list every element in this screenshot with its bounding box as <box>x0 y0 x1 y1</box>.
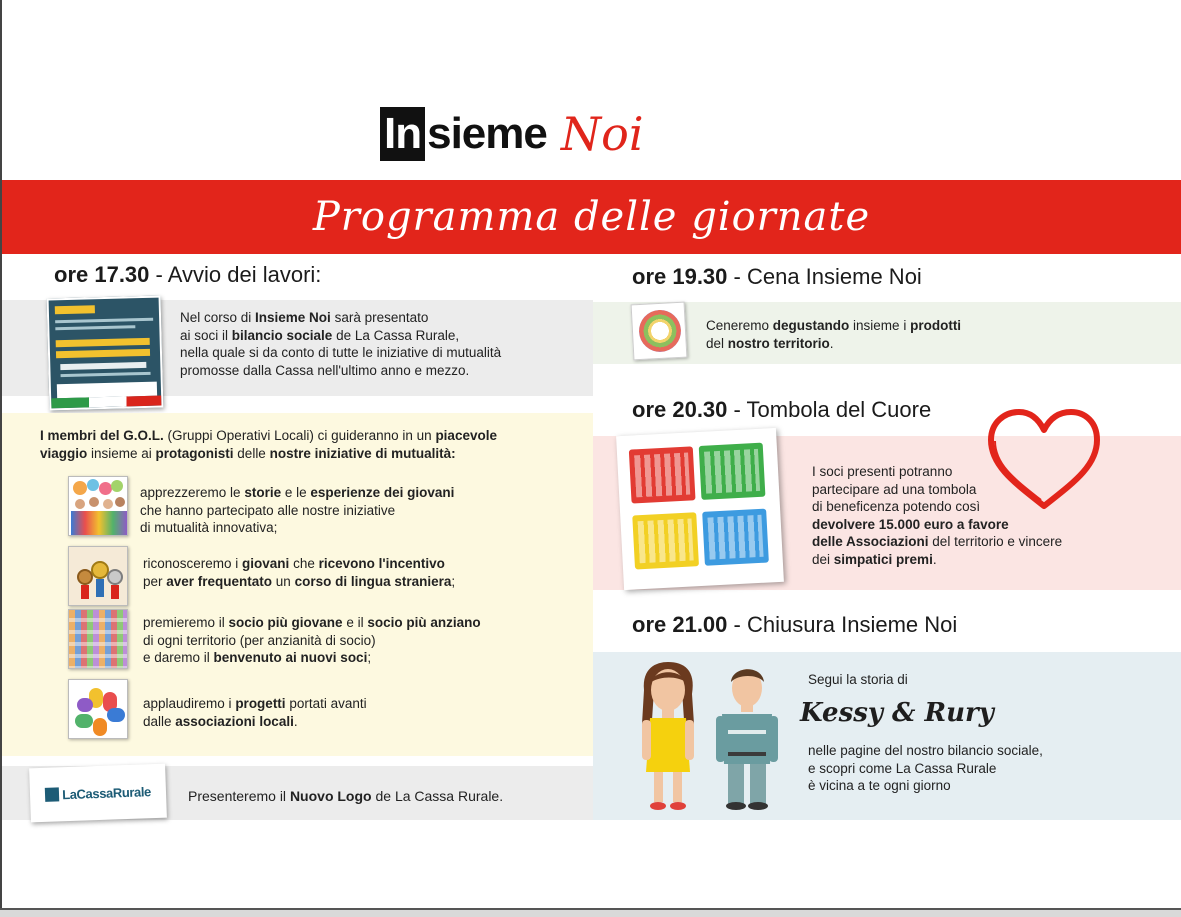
text-segment: partecipare ad una tombola <box>812 481 977 497</box>
text-segment: nostre iniziative di mutualità: <box>269 445 456 461</box>
text-segment: portati avanti <box>285 696 367 711</box>
item-youth-text <box>140 484 454 537</box>
text-line <box>180 309 501 327</box>
text-segment: . <box>829 335 834 351</box>
text-line <box>140 502 454 520</box>
text-segment: e scopri come La Cassa Rurale <box>808 760 997 776</box>
text-line <box>140 484 454 502</box>
text-segment: degustando <box>772 318 850 333</box>
logo-sieme: sieme <box>427 109 547 158</box>
text-segment: nella quale si da conto di tutte le iniziative di mutualità <box>180 345 502 360</box>
text-segment: ricevono l'incentivo <box>318 556 445 571</box>
text-line <box>812 481 1062 499</box>
closing-text <box>808 742 1043 795</box>
text-line <box>812 533 1062 551</box>
text-segment: e daremo il <box>143 650 214 665</box>
youth-stories-image <box>68 476 128 536</box>
text-segment: esperienze dei giovani <box>310 485 455 500</box>
program-banner <box>2 180 1181 254</box>
text-line <box>140 519 454 537</box>
text-segment: per <box>143 573 167 589</box>
food-plate-image <box>631 302 688 361</box>
text-segment: Presenteremo il <box>188 788 290 804</box>
text-segment: (Gruppi Operativi Locali) ci guideranno in un <box>163 428 436 443</box>
new-logo-text <box>188 788 503 806</box>
time-2100: ore 21.00 <box>632 612 728 637</box>
cassa-rurale-logo-icon <box>45 787 59 801</box>
text-segment: di mutualità innovativa; <box>140 520 278 535</box>
title-2030: - Tombola del Cuore <box>727 397 932 422</box>
text-segment: prodotti <box>910 318 962 333</box>
logo-noi: Noi <box>560 107 644 161</box>
text-segment: devolvere 15.000 euro a favore <box>812 516 1009 532</box>
text-segment: de La Cassa Rurale, <box>332 327 460 343</box>
text-segment: aver frequentato <box>166 573 273 589</box>
bilancio-cover-image <box>47 296 164 411</box>
text-segment: e le <box>281 485 311 500</box>
text-segment: socio più anziano <box>367 615 481 630</box>
rury-illustration <box>714 660 780 812</box>
text-segment: piacevole <box>435 428 497 443</box>
insieme-noi-logo <box>380 105 644 161</box>
text-line <box>143 632 481 650</box>
text-segment: è vicina a te ogni giorno <box>808 778 951 793</box>
title-1930: - Cena Insieme Noi <box>727 264 922 289</box>
time-1930: ore 19.30 <box>632 264 728 289</box>
text-segment: insieme ai <box>87 445 156 461</box>
intro-text <box>180 309 501 379</box>
kessy-rury-signature: Kessy & Rury <box>800 698 994 728</box>
text-segment: riconosceremo i <box>143 556 243 571</box>
text-line <box>706 317 961 335</box>
text-segment: progetti <box>235 696 286 711</box>
text-line <box>143 649 481 667</box>
text-segment: delle Associazioni <box>812 534 929 549</box>
gol-text <box>40 427 497 462</box>
text-segment: simpatici premi <box>833 551 933 567</box>
heading-1930 <box>632 264 922 290</box>
text-segment: premieremo il <box>143 615 229 630</box>
heading-1730 <box>54 262 321 288</box>
associations-hands-image <box>68 679 128 739</box>
text-segment: nostro territorio <box>727 335 830 351</box>
text-segment: . <box>293 713 298 729</box>
text-segment: del <box>706 335 728 351</box>
text-line <box>180 344 501 362</box>
text-segment: di beneficenza potendo così <box>812 499 981 514</box>
cassa-rurale-logo-card <box>29 764 167 823</box>
text-line <box>180 327 501 345</box>
text-segment: sarà presentato <box>330 310 429 325</box>
text-segment: di ogni territorio (per anzianità di socio) <box>143 632 376 648</box>
text-line <box>808 760 1043 778</box>
text-segment: insieme i <box>849 318 911 333</box>
text-segment: del territorio e vincere <box>928 534 1063 549</box>
text-segment: protagonisti <box>155 445 234 461</box>
text-segment: applaudiremo i <box>143 696 236 711</box>
text-segment: ; <box>367 650 372 665</box>
text-line <box>143 695 367 713</box>
text-segment: che hanno partecipato alle nostre iniziative <box>140 502 396 518</box>
text-segment: corso di lingua straniera <box>294 573 452 589</box>
cassa-rurale-logo-text: LaCassaRurale <box>61 783 152 802</box>
text-segment: I soci presenti potranno <box>812 464 953 479</box>
text-segment: I membri del G.O.L. <box>40 428 164 443</box>
heading-2030 <box>632 397 931 423</box>
page-bottom-edge <box>0 908 1181 917</box>
members-crowd-image <box>68 609 128 669</box>
text-line <box>808 777 1043 795</box>
banner-title: Programma delle giornate <box>312 194 871 240</box>
text-segment: ; <box>451 573 456 589</box>
item-members-text <box>143 614 481 667</box>
item-associations-text <box>143 695 367 730</box>
text-segment: un <box>272 573 295 589</box>
text-segment: dei <box>812 551 834 567</box>
text-segment: storie <box>244 485 282 500</box>
text-line <box>812 516 1062 534</box>
heading-2100 <box>632 612 957 638</box>
text-segment: apprezzeremo le <box>140 485 245 500</box>
text-segment: . <box>932 551 937 567</box>
text-segment: delle <box>233 445 270 461</box>
text-segment: viaggio <box>40 445 88 461</box>
time-1730: ore 17.30 <box>54 262 150 287</box>
item-language-text <box>143 555 455 590</box>
text-line <box>40 427 497 445</box>
text-line <box>812 498 1062 516</box>
text-line <box>143 555 455 573</box>
text-segment: promosse dalla Cassa nell'ultimo anno e mezzo. <box>180 362 470 378</box>
text-line <box>143 573 455 591</box>
text-segment: Insieme Noi <box>255 310 331 325</box>
tombola-text <box>812 463 1062 568</box>
text-line <box>812 551 1062 569</box>
text-segment: giovani <box>242 556 290 571</box>
text-segment: de La Cassa Rurale. <box>371 788 504 804</box>
medals-image <box>68 546 128 606</box>
text-segment: Nel corso di <box>180 310 256 325</box>
text-line <box>808 742 1043 760</box>
time-2030: ore 20.30 <box>632 397 728 422</box>
text-line <box>40 445 497 463</box>
follow-story-text: Segui la storia di <box>808 672 908 687</box>
text-segment: Ceneremo <box>706 318 773 333</box>
title-1730: - Avvio dei lavori: <box>149 262 322 287</box>
text-line <box>143 614 481 632</box>
text-segment: nelle pagine del nostro bilancio sociale, <box>808 743 1043 758</box>
text-line <box>812 463 1062 481</box>
kessy-illustration <box>632 660 704 812</box>
text-segment: Nuovo Logo <box>289 788 372 804</box>
text-line <box>180 362 501 380</box>
text-line <box>143 713 367 731</box>
text-segment: che <box>289 556 319 571</box>
text-line <box>706 335 961 353</box>
text-segment: bilancio sociale <box>231 327 333 343</box>
text-segment: benvenuto ai nuovi soci <box>213 650 368 665</box>
text-segment: associazioni locali <box>175 713 294 729</box>
text-segment: dalle <box>143 713 176 729</box>
dinner-text <box>706 317 961 352</box>
text-segment: e il <box>342 615 368 630</box>
text-segment: ai soci il <box>180 327 232 343</box>
text-segment: socio più giovane <box>228 615 343 630</box>
tombola-card-image <box>616 428 784 590</box>
title-2100: - Chiusura Insieme Noi <box>727 612 958 637</box>
logo-in-box: In <box>380 107 425 161</box>
